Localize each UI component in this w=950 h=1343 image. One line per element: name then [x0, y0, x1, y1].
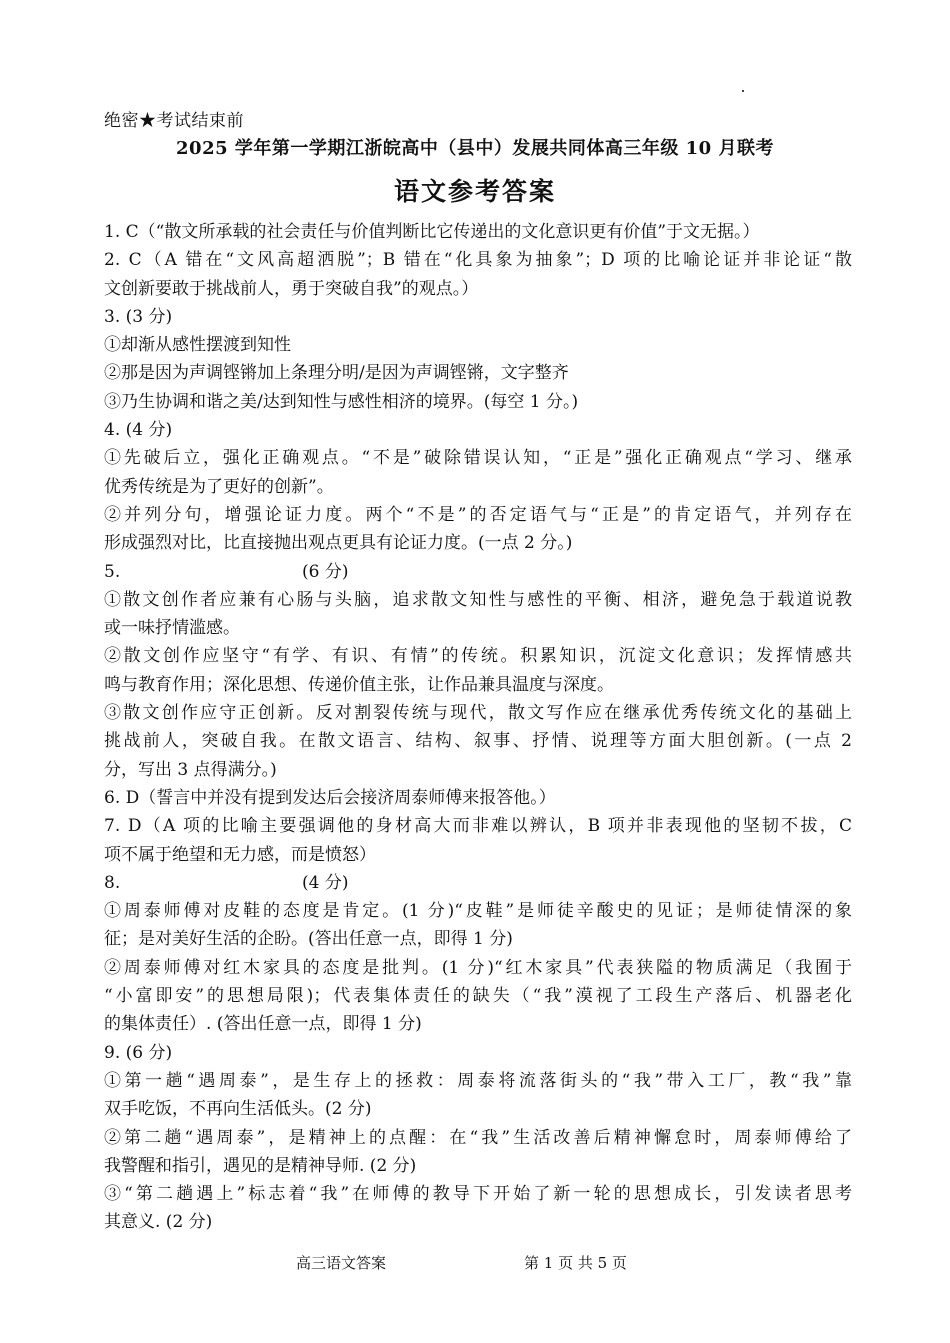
answer-q5-item: ③散文创作应守正创新。反对割裂传统与现代，散文写作应在继承优秀传统文化的基础上: [104, 703, 852, 724]
answer-q8-item: 征；是对美好生活的企盼。(答出任意一点，即得 1 分): [104, 929, 513, 950]
answer-q8-number: 8.: [104, 872, 121, 893]
answer-q5-item: 鸣与教育作用；深化思想、传递价值主张，让作品兼具温度与深度。: [104, 674, 614, 695]
answer-q8-item: ②周泰师傅对红木家具的态度是批判。(1 分)“红木家具”代表狭隘的物质满足（我囿于: [104, 957, 852, 978]
answer-q8-item: “小富即安”的思想局限)；代表集体责任的缺失（“我”漠视了工段生产落后、机器老化: [104, 986, 852, 1007]
answer-q5-item: ②散文创作应坚守“有学、有识、有情”的传统。积累知识，沉淀文化意识；发挥情感共: [104, 646, 852, 667]
answer-q5-heading: [104, 558, 852, 586]
scan-speck: [742, 90, 744, 92]
answer-q3-item: ①却渐从感性摆渡到知性: [104, 335, 291, 356]
answer-q5-item: 分，写出 3 点得满分。): [104, 759, 277, 780]
answer-q9-item: 其意义. (2 分): [104, 1212, 213, 1233]
answer-q4-item: 形成强烈对比，比直接抛出观点更具有论证力度。(一点 2 分。): [104, 533, 573, 554]
answer-q4-heading: 4. (4 分): [104, 420, 173, 441]
answer-q4-item: 优秀传统是为了更好的创新”。: [104, 476, 334, 497]
footer-page-number: 第 1 页 共 5 页: [524, 1254, 627, 1272]
answer-q8-item: ①周泰师傅对皮鞋的态度是肯定。(1 分)“皮鞋”是师徒辛酸史的见证；是师徒情深的象: [104, 901, 852, 922]
answer-q4-item: ②并列分句，增强论证力度。两个“不是”的否定语气与“正是”的肯定语气，并列存在: [104, 504, 852, 525]
answer-q9-heading: 9. (6 分): [104, 1042, 173, 1063]
answer-q5-item: ①散文创作者应兼有心肠与头脑，追求散文知性与感性的平衡、相济，避免急于载道说教: [104, 589, 852, 610]
answer-q3-item: ②那是因为声调铿锵加上条理分明/是因为声调铿锵，文字整齐: [104, 363, 569, 384]
answer-q1: 1. C（“散文所承载的社会责任与价值判断比它传递出的文化意识更有价值”于文无据。）: [104, 222, 760, 242]
answer-q8-item: 的集体责任）. (答出任意一点，即得 1 分): [104, 1014, 422, 1035]
answer-q9-item: 双手吃饭，不再向生活低头。(2 分): [104, 1099, 372, 1120]
answer-q6: 6. D（誓言中并没有提到发达后会接济周泰师傅来报答他。）: [104, 787, 556, 808]
document-title: 语文参考答案: [393, 177, 556, 206]
answer-q9-item: ①第一趟“遇周泰”，是生存上的拯救：周泰将流落街头的“我”带入工厂，教“我”靠: [104, 1070, 852, 1091]
answer-q5-item: 或一味抒情滥感。: [104, 618, 240, 639]
answer-q7-line: 项不属于绝望和无力感，而是愤怒）: [104, 844, 376, 865]
footer-subject: 高三语文答案: [296, 1254, 387, 1272]
answer-q3-item: ③乃生协调和谐之美/达到知性与感性相济的境界。(每空 1 分。): [104, 391, 579, 412]
answer-body: [104, 218, 852, 1237]
answer-q5-number: 5.: [104, 561, 121, 582]
exam-title: 2025 学年第一学期江浙皖高中（县中）发展共同体高三年级 10 月联考: [176, 138, 774, 159]
answer-q8-score: (4 分): [302, 872, 349, 893]
answer-q9-item: ③“第二趟遇上”标志着“我”在师傅的教导下开始了新一轮的思想成长，引发读者思考: [104, 1184, 852, 1205]
secret-label: 绝密★考试结束前: [104, 111, 244, 131]
answer-q8-heading: [104, 869, 852, 897]
answer-q7-line: 7. D（A 项的比喻主要强调他的身材高大而非难以辨认，B 项并非表现他的坚韧不拔，C: [104, 816, 852, 837]
answer-q2-line: 文创新要敢于挑战前人，勇于突破自我”的观点。）: [104, 278, 479, 299]
answer-q5-item: 挑战前人，突破自我。在散文语言、结构、叙事、抒情、说理等方面大胆创新。(一点 2: [104, 731, 852, 752]
answer-q5-score: (6 分): [302, 561, 349, 582]
answer-q9-item: 我警醒和指引，遇见的是精神导师. (2 分): [104, 1155, 417, 1176]
answer-q9-item: ②第二趟“遇周泰”，是精神上的点醒：在“我”生活改善后精神懈怠时，周泰师傅给了: [104, 1127, 852, 1148]
answer-q2-line: 2. C（A 错在“文风高超洒脱”；B 错在“化具象为抽象”；D 项的比喻论证并非论证“散: [104, 250, 852, 271]
answer-q3-heading: 3. (3 分): [104, 306, 173, 327]
answer-q4-item: ①先破后立，强化正确观点。“不是”破除错误认知，“正是”强化正确观点“学习、继承: [104, 448, 852, 469]
